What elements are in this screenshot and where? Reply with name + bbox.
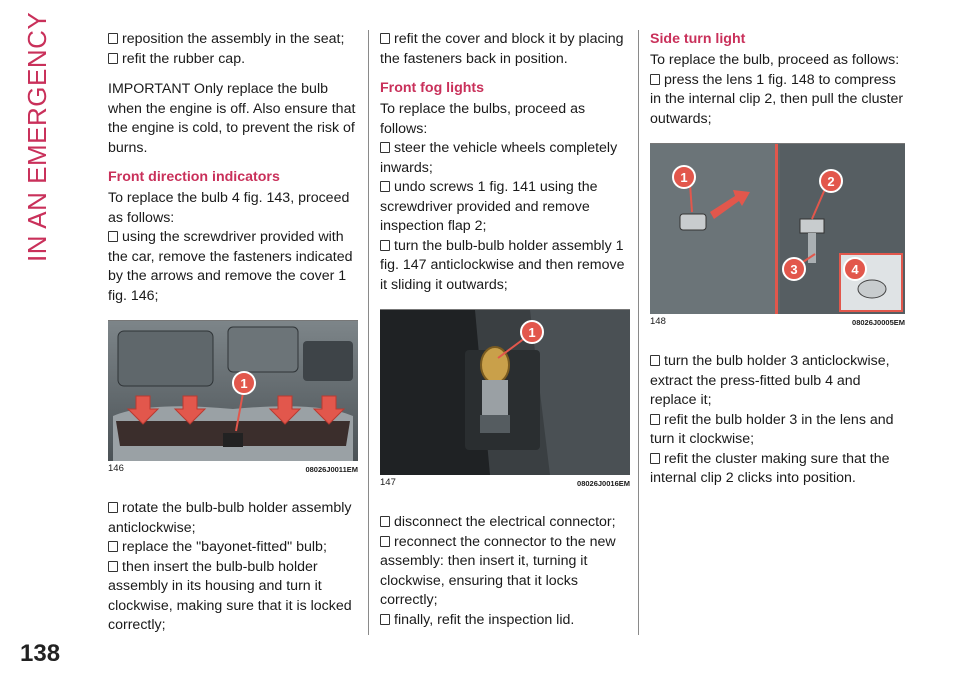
checkbox-bullet-icon	[108, 231, 118, 242]
checkbox-bullet-icon	[380, 33, 390, 44]
intro-text: To replace the bulb, proceed as follows:	[650, 52, 900, 68]
bullet-item: turn the bulb-bulb holder assembly 1 fig. 147 anticlockwise and then remove it sliding it outwards;	[380, 237, 625, 293]
section-heading: Front fog lights	[380, 80, 485, 96]
checkbox-bullet-icon	[380, 536, 390, 547]
bullet-item: using the screwdriver provided with the car, remove the fasteners indicated by the arrows and remove the cover 1 fig. 146;	[108, 229, 353, 304]
callout-1: 1	[240, 376, 248, 391]
column-divider-2	[638, 30, 639, 635]
checkbox-bullet-icon	[380, 240, 390, 251]
column-divider-1	[368, 30, 369, 635]
bullet-item: refit the bulb holder 3 in the lens and turn it clockwise;	[650, 411, 894, 447]
callout-1: 1	[680, 170, 688, 185]
checkbox-bullet-icon	[108, 541, 118, 552]
figure-caption	[380, 475, 630, 491]
checkbox-bullet-icon	[650, 414, 660, 425]
bullet-item: steer the vehicle wheels completely inwards;	[380, 140, 618, 176]
important-note: IMPORTANT Only replace the bulb when the engine is off. Also ensure that the engine is cold, to prevent the risk of burns.	[108, 81, 356, 156]
engine-cover-illustration	[108, 321, 358, 461]
fog-light-illustration	[380, 310, 630, 475]
checkbox-bullet-icon	[650, 453, 660, 464]
checkbox-bullet-icon	[650, 74, 660, 85]
column-1	[108, 30, 358, 636]
bullet-item: refit the cluster making sure that the internal clip 2 clicks into position.	[650, 450, 890, 486]
callout-4: 4	[851, 262, 859, 277]
bullet-item: rotate the bulb-bulb holder assembly anticlockwise;	[108, 500, 352, 536]
bullet-item: disconnect the electrical connector;	[380, 513, 630, 533]
callout-1: 1	[528, 325, 536, 340]
checkbox-bullet-icon	[108, 561, 118, 572]
column-3	[650, 30, 905, 489]
figure-caption	[650, 314, 905, 330]
checkbox-bullet-icon	[108, 502, 118, 513]
intro-text: To replace the bulb 4 fig. 143, proceed as follows:	[108, 190, 350, 226]
bullet-item: refit the cover and block it by placing the fasteners back in position.	[380, 31, 624, 67]
figure-number: 147	[380, 477, 396, 488]
checkbox-bullet-icon	[108, 33, 118, 44]
bullet-item: press the lens 1 fig. 148 to compress in the internal clip 2, then pull the cluster outwards;	[650, 71, 904, 127]
bullet-item: finally, refit the inspection lid.	[380, 611, 630, 631]
section-label-text: IN AN EMERGENCY	[22, 11, 52, 262]
bullet-item: undo screws 1 fig. 141 using the screwdriver provided and remove inspection flap 2;	[380, 179, 598, 234]
bullet-item: reconnect the connector to the new assembly: then insert it, turning it clockwise, ensuring that it locks correctly;	[380, 533, 616, 608]
checkbox-bullet-icon	[380, 181, 390, 192]
bullet-item: turn the bulb holder 3 anticlockwise, extract the press-fitted bulb 4 and replace it;	[650, 353, 890, 408]
figure-caption	[108, 461, 358, 477]
figure-148	[650, 143, 905, 330]
bullet-item: replace the "bayonet-fitted" bulb;	[108, 538, 358, 558]
column-2	[380, 30, 630, 630]
figure-number: 148	[650, 316, 666, 327]
bullet-item: then insert the bulb-bulb holder assembly in its housing and turn it clockwise, making sure that it is locked correctly;	[108, 558, 352, 633]
page-number: 138	[20, 640, 61, 667]
checkbox-bullet-icon	[650, 355, 660, 366]
figure-code: 08026J0016EM	[577, 479, 630, 488]
section-side-label	[18, 11, 58, 262]
checkbox-bullet-icon	[380, 614, 390, 625]
figure-147	[380, 309, 630, 491]
section-heading: Side turn light	[650, 31, 746, 47]
checkbox-bullet-icon	[380, 142, 390, 153]
figure-number: 146	[108, 463, 124, 474]
bullet-item: reposition the assembly in the seat;	[108, 30, 358, 50]
callout-3: 3	[790, 262, 798, 277]
section-heading: Front direction indicators	[108, 169, 280, 185]
side-turn-light-illustration	[650, 144, 905, 314]
figure-code: 08026J0011EM	[305, 465, 358, 474]
callout-2: 2	[827, 174, 835, 189]
checkbox-bullet-icon	[108, 53, 118, 64]
checkbox-bullet-icon	[380, 516, 390, 527]
bullet-item: refit the rubber cap.	[108, 50, 358, 70]
figure-146	[108, 320, 358, 477]
intro-text: To replace the bulbs, proceed as follows:	[380, 101, 586, 137]
figure-code: 08026J0005EM	[852, 318, 905, 327]
